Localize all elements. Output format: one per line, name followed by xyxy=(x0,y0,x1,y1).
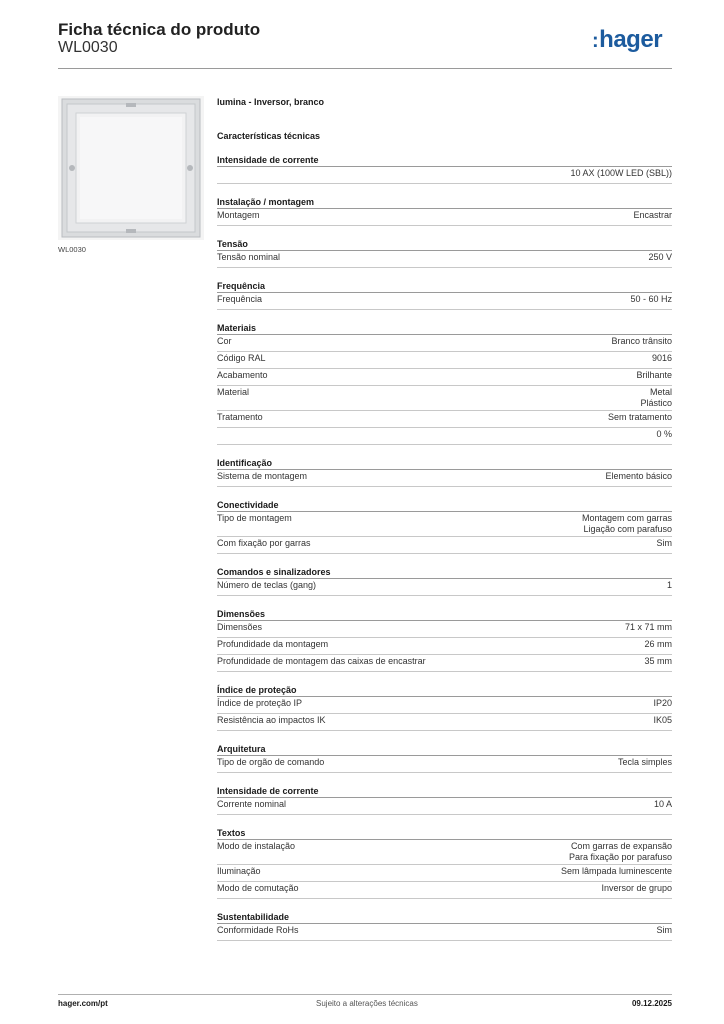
spec-value: Encastrar xyxy=(633,210,672,220)
spec-values xyxy=(636,370,672,384)
section-heading: Dimensões xyxy=(217,608,672,621)
spec-values xyxy=(654,799,672,813)
spec-value: Montagem com garras xyxy=(581,513,672,523)
spec-value: 250 V xyxy=(648,252,672,262)
spec-row xyxy=(217,714,672,731)
section-heading: Materiais xyxy=(217,322,672,335)
spec-value: 26 mm xyxy=(644,639,672,649)
product-code: WL0030 xyxy=(58,39,118,56)
spec-value: 10 A xyxy=(653,799,672,809)
spec-row xyxy=(217,352,672,369)
section-heading: Intensidade de corrente xyxy=(217,154,672,167)
spec-label: Tipo de montagem xyxy=(217,513,292,523)
spec-section xyxy=(217,566,672,596)
spec-values xyxy=(657,538,673,552)
spec-row xyxy=(217,335,672,352)
spec-value: IK05 xyxy=(653,715,672,725)
spec-values xyxy=(640,387,672,409)
spec-value: Para fixação por parafuso xyxy=(568,852,672,862)
spec-row xyxy=(217,840,672,865)
spec-row xyxy=(217,428,672,445)
spec-row xyxy=(217,293,672,310)
footer-disclaimer: Sujeito a alterações técnicas xyxy=(316,999,418,1008)
spec-value: Sim xyxy=(656,538,672,548)
section-heading: Frequência xyxy=(217,280,672,293)
spec-sheet xyxy=(217,96,672,941)
spec-values xyxy=(653,698,672,712)
spec-label: Corrente nominal xyxy=(217,799,287,809)
section-heading: Arquitetura xyxy=(217,743,672,756)
spec-value: IP20 xyxy=(653,698,672,708)
spec-label: Profundidade de montagem das caixas de encastrar xyxy=(217,656,426,666)
spec-values xyxy=(630,294,672,308)
footer-divider xyxy=(58,994,672,995)
spec-sections xyxy=(217,154,672,941)
spec-values xyxy=(644,656,672,670)
section-heading: Índice de proteção xyxy=(217,684,672,697)
spec-row xyxy=(217,655,672,672)
spec-value: 35 mm xyxy=(644,656,672,666)
spec-label: Tensão nominal xyxy=(217,252,281,262)
spec-value: Elemento básico xyxy=(605,471,672,481)
spec-section xyxy=(217,238,672,268)
spec-row xyxy=(217,386,672,411)
spec-section xyxy=(217,827,672,899)
brand-name: hager xyxy=(599,26,663,53)
spec-section xyxy=(217,608,672,672)
footer-website: hager.com/pt xyxy=(58,999,108,1008)
spec-values xyxy=(656,429,672,443)
section-heading: Conectividade xyxy=(217,499,672,512)
section-heading: Intensidade de corrente xyxy=(217,785,672,798)
spec-row xyxy=(217,470,672,487)
spec-label: Montagem xyxy=(217,210,260,220)
section-heading: Textos xyxy=(217,827,672,840)
spec-label: Modo de comutação xyxy=(217,883,299,893)
spec-section xyxy=(217,196,672,226)
spec-values xyxy=(569,841,672,863)
spec-label: Cor xyxy=(217,336,232,346)
spec-section xyxy=(217,684,672,731)
spec-values xyxy=(633,210,672,224)
spec-value: 1 xyxy=(666,580,672,590)
spec-label: Acabamento xyxy=(217,370,268,380)
spec-row xyxy=(217,537,672,554)
spec-values xyxy=(618,757,672,771)
spec-value: Brilhante xyxy=(636,370,672,380)
spec-value: 0 % xyxy=(656,429,672,439)
spec-value: Sim xyxy=(656,925,672,935)
spec-value: Plástico xyxy=(640,398,672,408)
spec-values xyxy=(570,168,672,182)
spec-row xyxy=(217,798,672,815)
section-heading: Tensão xyxy=(217,238,672,251)
spec-values xyxy=(605,471,672,485)
spec-row xyxy=(217,882,672,899)
section-heading: Identificação xyxy=(217,457,672,470)
section-heading: Comandos e sinalizadores xyxy=(217,566,672,579)
spec-value: Ligação com parafuso xyxy=(583,524,672,534)
spec-label: Tipo de orgão de comando xyxy=(217,757,325,767)
spec-row xyxy=(217,924,672,941)
spec-value: Sem lâmpada luminescente xyxy=(560,866,672,876)
spec-values xyxy=(653,715,672,729)
spec-label: Tratamento xyxy=(217,412,263,422)
spec-row xyxy=(217,512,672,537)
product-name: lumina - Inversor, branco xyxy=(217,97,325,107)
spec-values xyxy=(652,353,672,367)
spec-row xyxy=(217,697,672,714)
header-divider xyxy=(58,68,672,69)
spec-section xyxy=(217,322,672,445)
spec-values xyxy=(611,336,672,350)
spec-row xyxy=(217,369,672,386)
spec-section xyxy=(217,280,672,310)
spec-row xyxy=(217,865,672,882)
spec-values xyxy=(561,866,672,880)
spec-row xyxy=(217,411,672,428)
spec-label: Número de teclas (gang) xyxy=(217,580,317,590)
spec-value: Inversor de grupo xyxy=(601,883,672,893)
spec-values xyxy=(667,580,672,594)
spec-row xyxy=(217,579,672,596)
spec-value: 71 x 71 mm xyxy=(624,622,672,632)
spec-row xyxy=(217,638,672,655)
spec-label: Código RAL xyxy=(217,353,266,363)
product-image xyxy=(58,96,204,240)
tech-characteristics-title: Características técnicas xyxy=(217,131,321,141)
spec-values xyxy=(625,622,672,636)
spec-value: Com garras de expansão xyxy=(570,841,672,851)
spec-label: Com fixação por garras xyxy=(217,538,311,548)
spec-row xyxy=(217,756,672,773)
spec-section xyxy=(217,457,672,487)
spec-row xyxy=(217,167,672,184)
spec-label: Resistência ao impactos IK xyxy=(217,715,326,725)
page-title: Ficha técnica do produto xyxy=(58,20,261,39)
spec-value: Branco trânsito xyxy=(611,336,672,346)
spec-label: Profundidade da montagem xyxy=(217,639,329,649)
section-heading: Sustentabilidade xyxy=(217,911,672,924)
spec-value: 50 - 60 Hz xyxy=(630,294,672,304)
footer-date: 09.12.2025 xyxy=(631,999,672,1008)
spec-label: Sistema de montagem xyxy=(217,471,308,481)
image-caption: WL0030 xyxy=(58,245,86,254)
spec-values xyxy=(644,639,672,653)
hager-logo: :hager xyxy=(592,26,663,53)
spec-row xyxy=(217,251,672,268)
spec-values xyxy=(608,412,672,426)
spec-label: Modo de instalação xyxy=(217,841,296,851)
spec-section xyxy=(217,743,672,773)
spec-label: Índice de proteção IP xyxy=(217,698,303,708)
spec-section xyxy=(217,154,672,184)
spec-label: Conformidade RoHs xyxy=(217,925,299,935)
spec-section xyxy=(217,785,672,815)
spec-values xyxy=(601,883,672,897)
spec-value: Sem tratamento xyxy=(607,412,672,422)
spec-value: Tecla simples xyxy=(617,757,672,767)
spec-value: Metal xyxy=(649,387,672,397)
spec-values xyxy=(582,513,672,535)
spec-row xyxy=(217,209,672,226)
spec-label: Iluminação xyxy=(217,866,261,876)
spec-row xyxy=(217,621,672,638)
spec-label: Frequência xyxy=(217,294,263,304)
spec-section xyxy=(217,911,672,941)
spec-values xyxy=(648,252,672,266)
spec-values xyxy=(657,925,673,939)
spec-label: Material xyxy=(217,387,250,397)
spec-section xyxy=(217,499,672,554)
section-heading: Instalação / montagem xyxy=(217,196,672,209)
spec-value: 9016 xyxy=(651,353,672,363)
spec-value: 10 AX (100W LED (SBL)) xyxy=(570,168,672,178)
spec-label: Dimensões xyxy=(217,622,263,632)
